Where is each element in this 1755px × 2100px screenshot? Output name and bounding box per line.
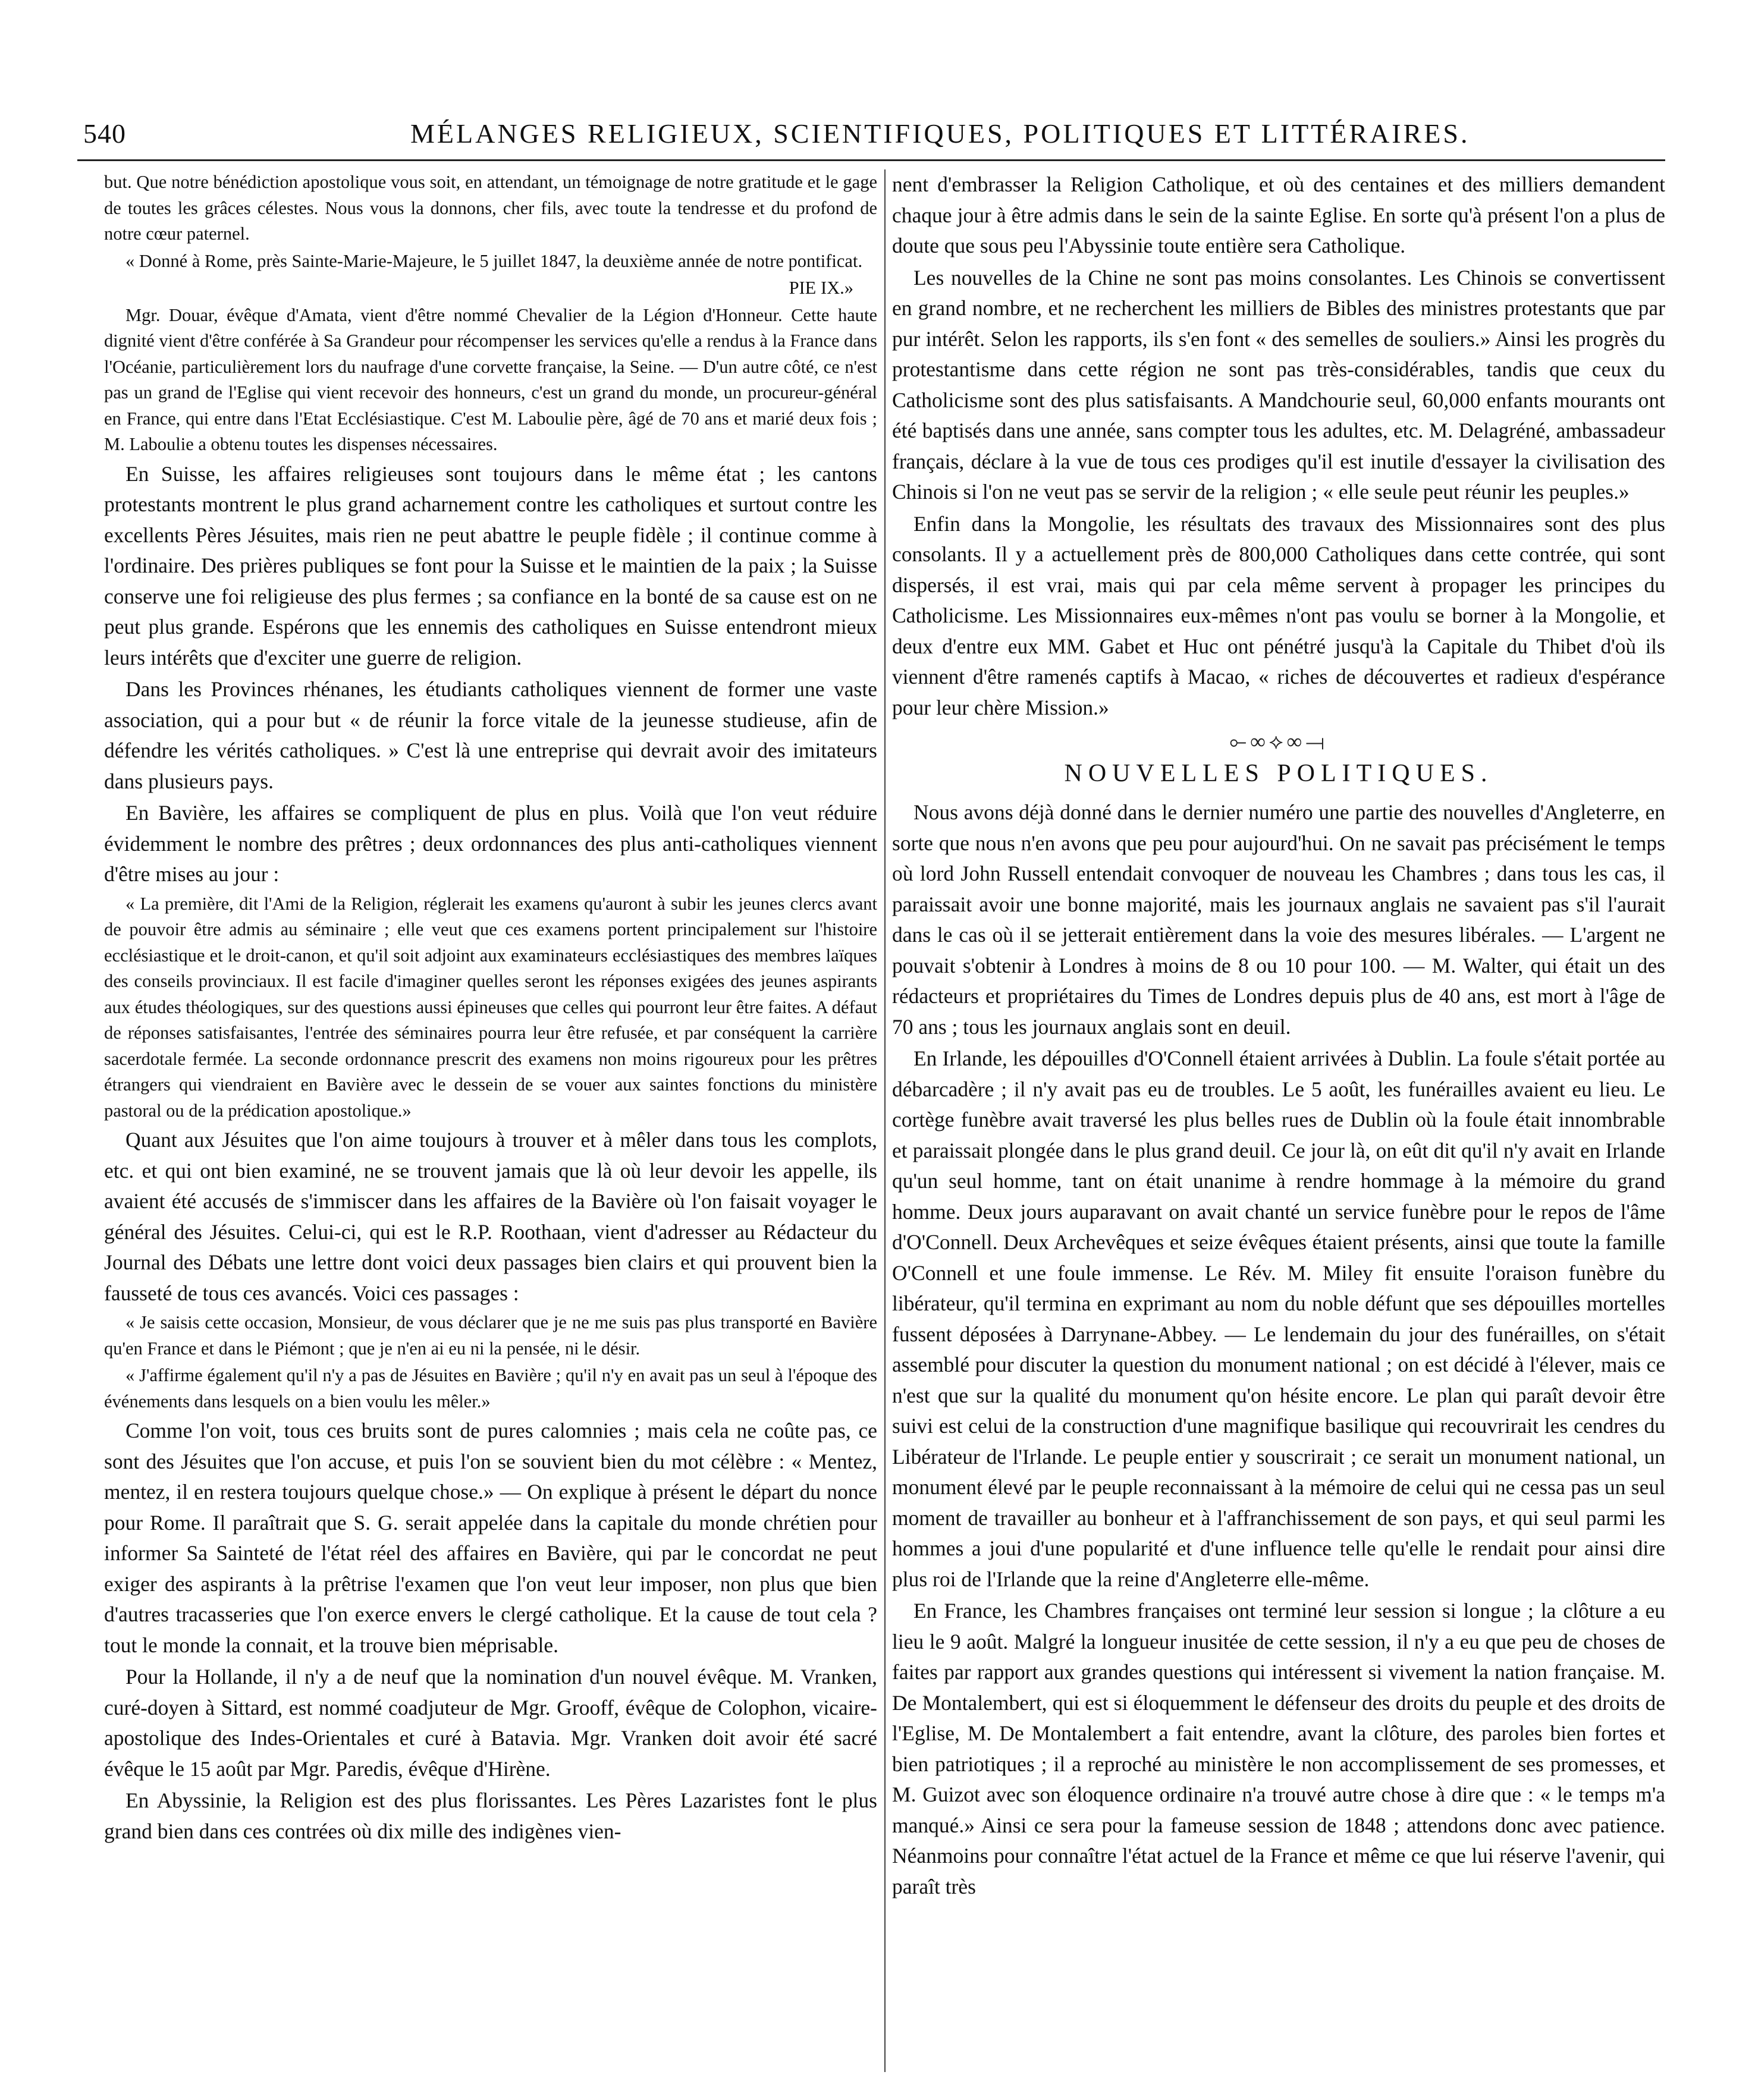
paragraph: En Irlande, les dépouilles d'O'Connell étaient arrivées à Dublin. La foule s'était portée au débarcadère ; il n'y avait pas eu de troubles. Le 5 août, les funérailles avaient eu lieu. Le cortège funèbre avait traversé les plus belles rues de Dublin où la foule était innombrable et paraissait plongée dans le plus grand deuil. Ce jour là, on eût dit qu'il n'y avait en Irlande qu'un seul homme, tant on était unanime à rendre hommage à la mémoire du grand homme. Deux jours auparavant on avait chanté un service funèbre pour le repos de l'âme d'O'Connell. Deux Archevêques et seize évêques étaient présents, ainsi que toute la famille O'Connell et une foule immense. Le Rév. M. Miley fit ensuite l'oraison funèbre du libérateur, qu'il termina en exprimant au nom du noble défunt que ses dépouilles mortelles fussent déposées à Darrynane-Abbey. — Le lendemain du jour des funérailles, on s'était assemblé pour discuter la question du monument national ; on est décidé à l'élever, mais ce n'est que sur la qualité du monument qu'on hésite encore. Le plan qui paraît devoir être suivi est celui de la construction d'une magnifique basilique qui recouvrirait les cendres du Libérateur de l'Irlande. Le peuple entier y souscrirait ; ce serait un monument national, un monument élevé par le peuple reconnaissant à la mémoire de celui qui ne cessa pas un seul moment de travailler au bonheur et à l'affranchissement de son pays, et qui seul parmi les hommes a joui d'une popularité et d'une influence telle qu'elle le rendait pour ainsi dire plus roi de l'Irlande que la reine d'Angleterre elle-même. bbox=[892, 1046, 1665, 1591]
paragraph: Quant aux Jésuites que l'on aime toujours à trouver et à mêler dans tous les complots, etc. et qui ont bien examiné, ne se trouvent jamais que là où leur devoir les appelle, ils avaient été accusés de s'immiscer dans les affaires de la Bavière où l'on faisait voyager le général des Jésuites. Celui-ci, qui est le R.P. Roothaan, vient d'adresser au Rédacteur du Journal des Débats une lettre dont voici deux passages bien clairs et qui prouvent bien la fausseté de tous ces avancés. Voici ces passages : bbox=[104, 1128, 877, 1305]
paragraph: En France, les Chambres françaises ont terminé leur session si longue ; la clôture a eu lieu le 9 août. Malgré la longueur inusitée de cette session, il n'y a eu que peu de choses de faites par rapport aux grandes questions qui intéressent si vivement la nation française. M. De Montalembert, qui est si éloquemment le défenseur des droits du peuple et des droits de l'Eglise, M. De Montalembert a fait entendre, avant la clôture, des paroles bien fortes et bien patriotiques ; il a reproché au ministère le non accomplissement de ses promesses, et M. Guizot avec son éloquence ordinaire n'a trouvé autre chose à dire que : « le temps m'a manqué.» Ainsi ce sera pour la fameuse session de 1848 ; attendons donc avec patience. Néanmoins pour connaître l'état actuel de la France et même ce que lui réserve l'avenir, qui paraît très bbox=[892, 1599, 1665, 1898]
paragraph: nent d'embrasser la Religion Catholique, et où des centaines et des milliers demandent chaque jour à être admis dans le sein de la sainte Eglise. En sorte qu'à présent l'on a plus de doute que sous peu l'Abyssinie toute entière sera Catholique. bbox=[892, 172, 1665, 257]
paragraph: Nous avons déjà donné dans le dernier numéro une partie des nouvelles d'Angleterre, en sorte que nous n'en avons que peu pour aujourd'hui. On ne savait pas précisément le temps où lord John Russell entendait convoquer de nouveau les Chambres ; dans tous les cas, il paraissait avoir une bonne majorité, mais les journaux anglais ne savaient pas s'il l'aurait dans le cas où il se jetterait entièrement dans la voie des mesures libérales. — L'argent ne pouvait s'obtenir à Londres à moins de 8 ou 10 pour 100. — M. Walter, qui était un des rédacteurs et propriétaires du Times de Londres depuis plus de 40 ans, est mort à l'âge de 70 ans ; tous les journaux anglais sont en deuil. bbox=[892, 800, 1665, 1039]
column-divider bbox=[884, 169, 886, 2072]
page-header bbox=[77, 113, 1683, 161]
paragraph: « Je saisis cette occasion, Monsieur, de vous déclarer que je ne me suis pas plus transporté en Bavière qu'en France et dans le Piémont ; que je n'en ai eu ni la pensée, ni le désir. bbox=[104, 1312, 877, 1359]
right-column-political-news bbox=[892, 797, 1665, 1902]
right-column-religious-news bbox=[892, 169, 1665, 723]
paragraph: PIE IX.» bbox=[789, 278, 853, 298]
paragraph: but. Que notre bénédiction apostolique vous soit, en attendant, un témoignage de notre gratitude et le gage de toutes les grâces célestes. Nous vous la donnons, cher fils, avec toute la tendresse et du profond de notre cœur paternel. bbox=[104, 172, 877, 244]
paragraph: En Suisse, les affaires religieuses sont toujours dans le même état ; les cantons protestants montrent le plus grand acharnement contre les catholiques et surtout contre les excellents Pères Jésuites, mais rien ne peut abattre le peuple fidèle ; il continue comme à l'ordinaire. Des prières publiques se font pour la Suisse et le maintien de la paix ; la Suisse conserve une foi religieuse des plus fermes ; sa confiance en la bonté de sa cause est on ne peut plus grande. Espérons que les ennemis des catholiques en Suisse entendront mieux leurs intérêts que d'exciter une guerre de religion. bbox=[104, 461, 877, 669]
paragraph: Enfin dans la Mongolie, les résultats des travaux des Missionnaires sont des plus consolants. Il y a actuellement près de 800,000 Catholiques dans cette contrée, qui sont dispersés, il est vrai, mais qui par cela même servent à propager les principes du Catholicisme. Les Missionnaires eux-mêmes n'ont pas voulu se borner à la Mongolie, et deux d'entre eux MM. Gabet et Huc ont pénétré jusqu'à la Capitale du Thibet d'où ils viennent d'être ramenés captifs à Macao, « riches de découvertes et radieux d'espérance pour leur chère Mission.» bbox=[892, 511, 1665, 719]
left-column bbox=[104, 169, 877, 2084]
page-number: 540 bbox=[83, 118, 126, 149]
paragraph: « Donné à Rome, près Sainte-Marie-Majeure, le 5 juillet 1847, la deuxième année de notre pontificat. bbox=[125, 250, 863, 271]
paragraph: « La première, dit l'Ami de la Religion, réglerait les examens qu'auront à subir les jeunes clercs avant de pouvoir être admis au séminaire ; elle veut que ces examens portent principalement sur l'histoire ecclésiastique et le droit-canon, et qu'il soit adjoint aux examinateurs ecclésiastiques des membres laïques des conseils provinciaux. Il est facile d'imaginer quelles seront les réponses exigées des jeunes aspirants aux études théologiques, sur des questions aussi épineuses que celles qui pourront leur être faites. A défaut de réponses satisfaisantes, l'entrée des séminaires pourra leur être refusée, et par conséquent la carrière sacerdotale fermée. La seconde ordonnance prescrit des examens non moins rigoureux pour les prêtres étrangers qui viendraient en Bavière avec le dessein de se vouer aux saintes fonctions du ministère pastoral ou de la prédication apostolique.» bbox=[104, 893, 877, 1121]
right-column bbox=[892, 169, 1665, 2084]
paragraph: En Abyssinie, la Religion est des plus florissantes. Les Pères Lazaristes font le plus grand bien dans ces contrées où dix mille des indigènes vien- bbox=[104, 1788, 877, 1843]
paragraph: Les nouvelles de la Chine ne sont pas moins consolantes. Les Chinois se convertissent en grand nombre, et ne recherchent les milliers de Bibles des ministres protestants que par pur intérêt. Selon les rapports, ils s'en font « des semelles de souliers.» Ainsi les progrès du protestantisme dans cette région ne sont pas très-considérables, tandis que ceux du Catholicisme sont des plus satisfaisants. A Mandchourie seul, 60,000 enfants mourants ont été baptisés dans une année, sans compter tous les adultes, etc. M. Delagréné, ambassadeur français, déclare à la vue de tous ces prodiges qu'il est inutile d'essayer la civilisation des Chinois si l'on ne veut pas se servir de la religion ; « elle seule peut réunir les peuples.» bbox=[892, 265, 1665, 504]
paragraph: En Bavière, les affaires se compliquent de plus en plus. Voilà que l'on veut réduire évidemment le nombre des prêtres ; deux ordonnances des plus anti-catholiques viennent d'être mises au jour : bbox=[104, 801, 877, 886]
section-heading-nouvelles-politiques: NOUVELLES POLITIQUES. bbox=[1064, 759, 1493, 787]
paragraph: Dans les Provinces rhénanes, les étudiants catholiques viennent de former une vaste association, qui a pour but « de réunir la force vitale de la jeunesse studieuse, afin de défendre les vérités catholiques. » C'est là une entreprise qui devrait avoir des imitateurs dans plusieurs pays. bbox=[104, 677, 877, 793]
paragraph: Pour la Hollande, il n'y a de neuf que la nomination d'un nouvel évêque. M. Vranken, curé-doyen à Sittard, est nommé coadjuteur de Mgr. Grooff, évêque de Colophon, vicaire-apostolique des Indes-Orientales et curé à Batavia. Mgr. Vranken doit avoir été sacré évêque le 15 août par Mgr. Paredis, évêque d'Hirène. bbox=[104, 1665, 877, 1781]
paragraph: Mgr. Douar, évêque d'Amata, vient d'être nommé Chevalier de la Légion d'Honneur. Cette haute dignité vient d'être conférée à Sa Grandeur pour récompenser les services qu'elle a rendus à la France dans l'Océanie, particulièrement lors du naufrage d'une corvette française, la Seine. — D'un autre côté, ce n'est pas un grand de l'Eglise qui vient recevoir des honneurs, c'est un grand du monde, un procureur-général en France, qui entre dans l'Etat Ecclésiastique. C'est M. Laboulie père, âgé de 70 ans et marié deux fois ; M. Laboulie a obtenu toutes les dispenses nécessaires. bbox=[104, 304, 877, 454]
running-title: MÉLANGES RELIGIEUX, SCIENTIFIQUES, POLITIQUES ET LITTÉRAIRES. bbox=[410, 118, 1470, 149]
section-ornament: ⟜∞⟡∞⟞ bbox=[1229, 730, 1328, 753]
header-rule bbox=[77, 159, 1665, 161]
paragraph: « J'affirme également qu'il n'y a pas de Jésuites en Bavière ; qu'il n'y en avait pas un seul à l'époque des événements dans lesquels on a bien voulu les mêler.» bbox=[104, 1365, 877, 1411]
paragraph: Comme l'on voit, tous ces bruits sont de pures calomnies ; mais cela ne coûte pas, ce sont des Jésuites que l'on accuse, et puis l'on se souvient bien du mot célèbre : « Mentez, mentez, il en restera toujours quelque chose.» — On explique à présent le départ du nonce pour Rome. Il paraîtrait que S. G. serait appelée dans la capitale du monde chrétien pour informer Sa Sainteté de l'état réel des affaires en Bavière, qui par le concordat ne peut exiger des aspirants à la prêtrise l'examen que l'on veut leur imposer, non plus que bien d'autres tracasseries que l'on exerce envers le clergé catholique. Et la cause de tout cela ? tout le monde la connait, et la trouve bien méprisable. bbox=[104, 1419, 877, 1657]
